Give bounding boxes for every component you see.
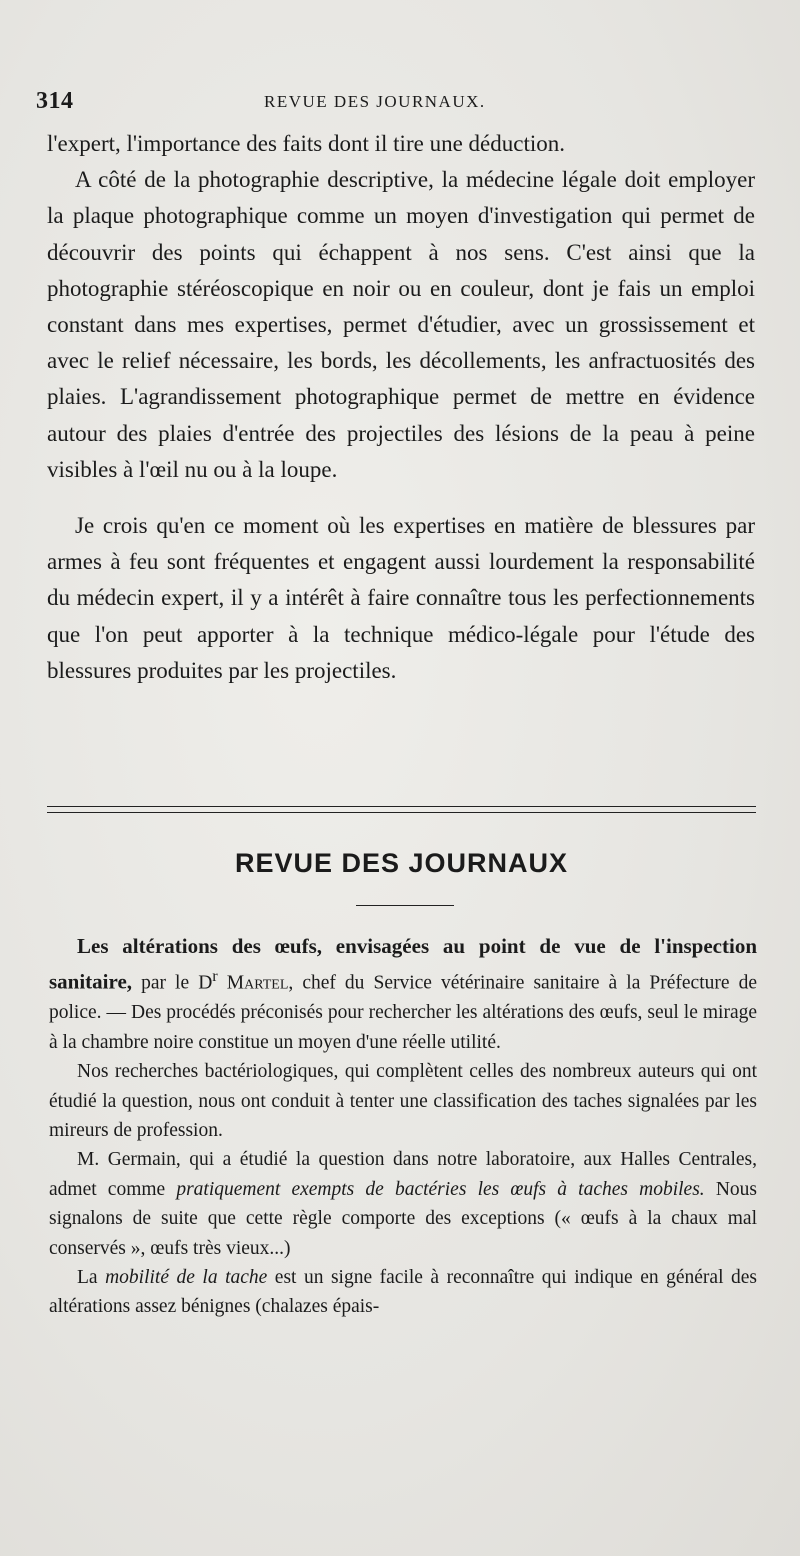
- article-continuation: [47, 126, 755, 689]
- byline-text: , chef du Service vétérinaire sanitaire à la Préfecture de police. — Des procédés préconisés pour rechercher les altérations des œufs, seul le mirage à la chambre noire constitue un moyen d'une réelle utilité.: [49, 972, 757, 1053]
- article-title: Les altérations des œufs, envisagées au point de vue de l'inspection sanitaire,: [49, 934, 757, 994]
- text-run: Nous signalons de suite que cette règle comporte des exceptions (« œufs à la chaux mal conservés », œufs très vieux...): [49, 1178, 758, 1259]
- paragraph: [49, 1145, 757, 1263]
- journal-review-article: [49, 932, 757, 1322]
- paragraph: l'expert, l'importance des faits dont il tire une déduction.: [47, 131, 565, 156]
- text-run: est un signe facile à reconnaître qui indique en général des altérations assez bénignes (chalazes épais-: [49, 1266, 757, 1318]
- emphasis: pratiquement exempts de bactéries les œufs à taches mobiles.: [176, 1178, 705, 1200]
- section-divider: [356, 905, 454, 906]
- running-head: REVUE DES JOURNAUX.: [264, 92, 486, 111]
- double-rule-top: [47, 806, 756, 807]
- page-number: 314: [36, 88, 74, 114]
- paragraph: [49, 1263, 757, 1322]
- emphasis: mobilité de la tache: [105, 1266, 268, 1288]
- text-run: La: [77, 1266, 106, 1288]
- paragraph: Nos recherches bactériologiques, qui complètent celles des nombreux auteurs qui ont étudié la question, nous ont conduit à tenter une classification des taches signalées par les mireurs de profession.: [49, 1061, 757, 1141]
- section-title: REVUE DES JOURNAUX: [234, 848, 569, 878]
- author-name: Martel: [226, 972, 289, 994]
- page-header: [34, 88, 754, 120]
- paragraph: Je crois qu'en ce moment où les expertises en matière de blessures par armes à feu sont fréquentes et engagent aussi lourdement la responsabilité du médecin expert, il y a intérêt à faire connaître tous les perfectionnements que l'on peut apporter à la technique médico-légale pour l'étude des blessures produites par les projectiles.: [47, 513, 755, 683]
- double-rule-bottom: [47, 812, 756, 813]
- paragraph: A côté de la photographie descriptive, la médecine légale doit employer la plaque photographique comme un moyen d'investigation qui permet de découvrir des points qui échappent à nos sens. C'est ainsi que la photographie stéréoscopique en noir ou en couleur, dont je fais un emploi constant dans mes expertises, permet d'étudier, avec un grossissement et avec le relief nécessaire, les bords, les décollements, les anfractuosités des plaies. L'agrandissement photographique permet de mettre en évidence autour des plaies d'entrée des projectiles des lésions de la peau à peine visibles à l'œil nu ou à la loupe.: [47, 167, 755, 482]
- article-lead-paragraph: [49, 932, 757, 1057]
- byline-prefix: par le D: [132, 972, 213, 994]
- text-run: M. Germain, qui a étudié la question dans notre laboratoire, aux Halles Centrales, admet comme: [49, 1149, 757, 1200]
- byline-sup: r: [212, 967, 218, 986]
